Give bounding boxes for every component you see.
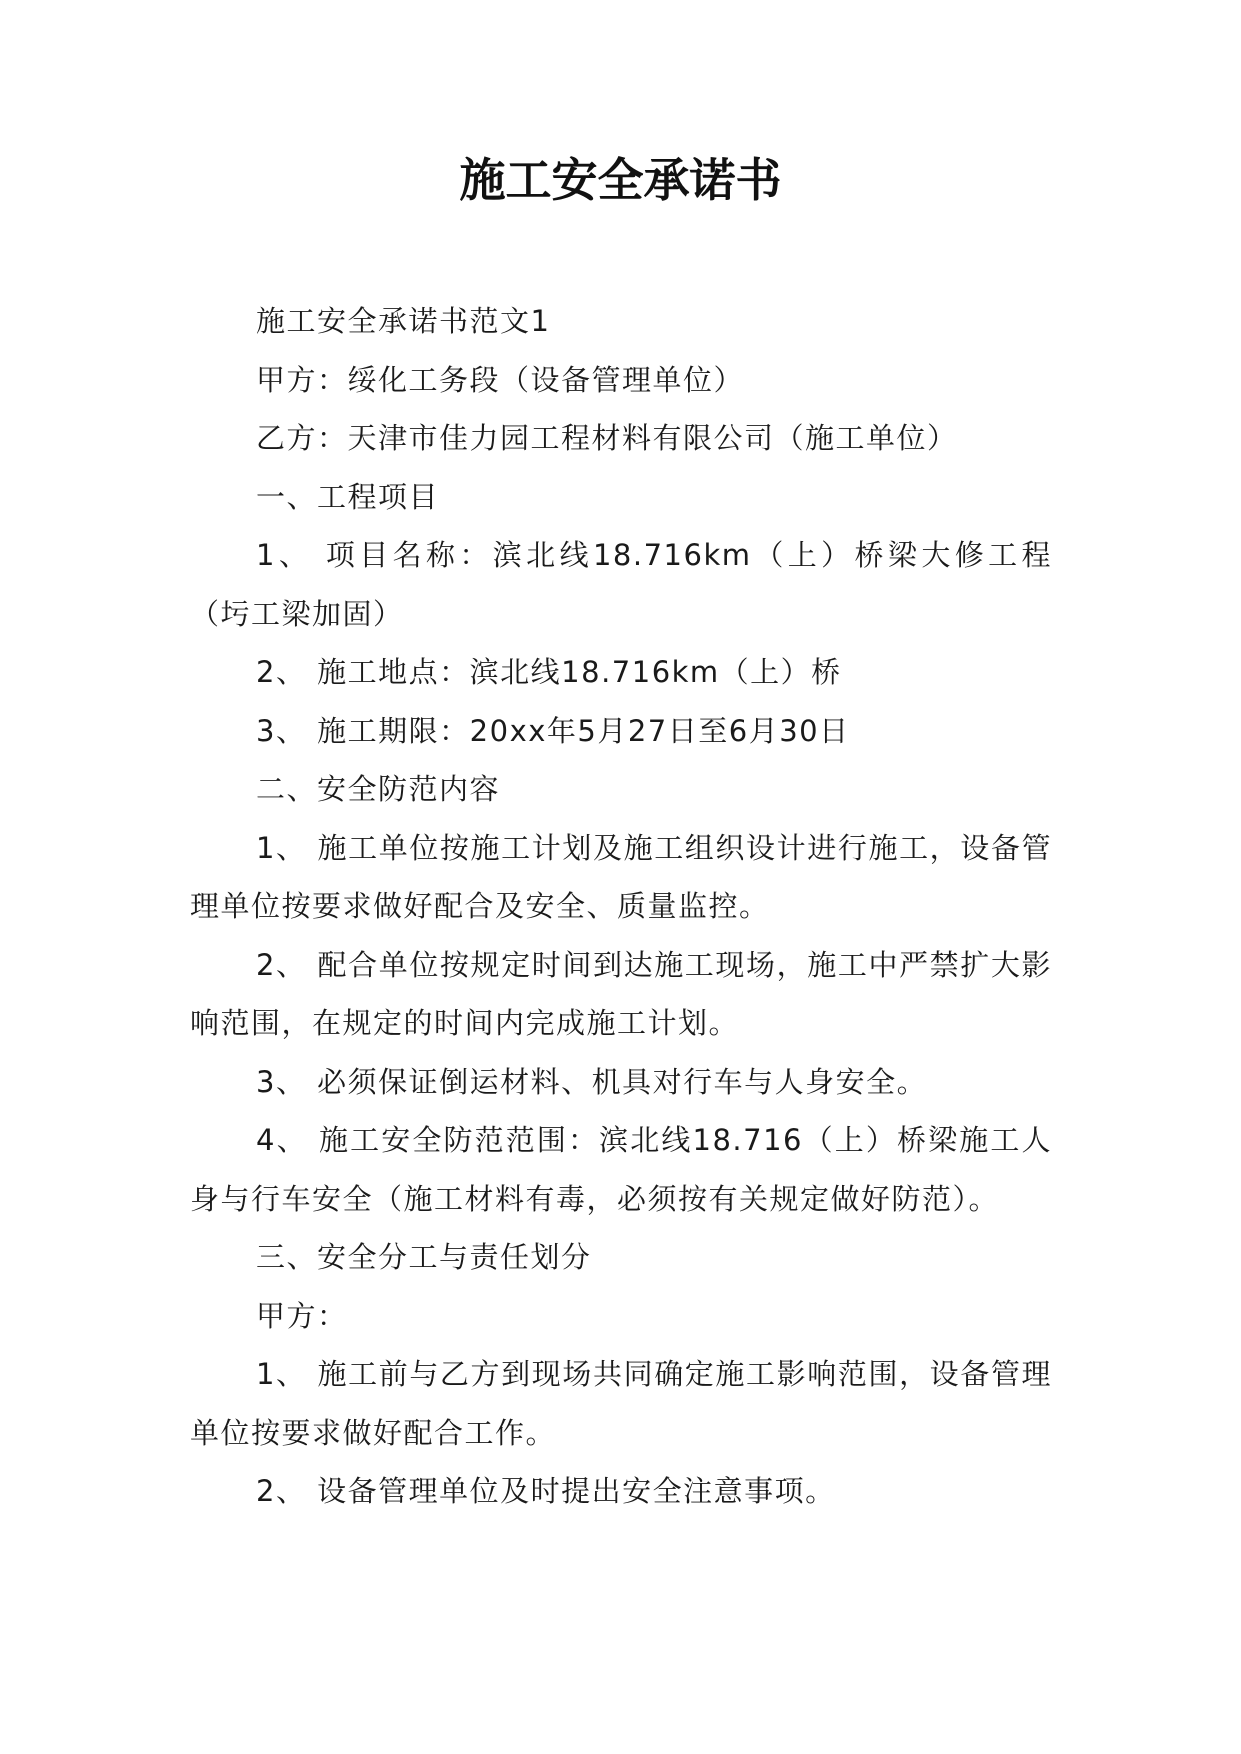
document-body bbox=[190, 292, 1052, 1521]
paragraph-safety-1: 1、 施工单位按施工计划及施工组织设计进行施工，设备管理单位按要求做好配合及安全、质量监控。 bbox=[190, 830, 1052, 923]
paragraph-heading-sample: 施工安全承诺书范文1 bbox=[256, 304, 551, 338]
paragraph-party-a-label: 甲方： bbox=[256, 1298, 348, 1333]
paragraph-party-a-duty-1: 1、 施工前与乙方到现场共同确定施工影响范围，设备管理单位按要求做好配合工作。 bbox=[190, 1357, 1052, 1450]
paragraph-party-a-duty-2: 2、 设备管理单位及时提出安全注意事项。 bbox=[256, 1474, 836, 1508]
paragraph-safety-2: 2、 配合单位按规定时间到达施工现场，施工中严禁扩大影响范围，在规定的时间内完成施工计划。 bbox=[190, 947, 1052, 1040]
paragraph-project-period: 3、 施工期限：20xx年5月27日至6月30日 bbox=[256, 713, 850, 748]
paragraph-safety-3: 3、 必须保证倒运材料、机具对行车与人身安全。 bbox=[256, 1064, 928, 1099]
section-heading-responsibility: 三、安全分工与责任划分 bbox=[256, 1240, 592, 1274]
paragraph-project-name: 1、 项目名称：滨北线18.716km（上）桥梁大修工程（圬工梁加固） bbox=[190, 538, 1052, 631]
paragraph-safety-4: 4、 施工安全防范范围：滨北线18.716（上）桥梁施工人身与行车安全（施工材料有毒，必须按有关规定做好防范）。 bbox=[190, 1123, 1052, 1216]
paragraph-party-b: 乙方：天津市佳力园工程材料有限公司（施工单位） bbox=[256, 421, 958, 455]
paragraph-project-location: 2、 施工地点：滨北线18.716km（上）桥 bbox=[256, 655, 842, 689]
paragraph-party-a: 甲方：绥化工务段（设备管理单位） bbox=[256, 362, 745, 397]
section-heading-safety: 二、安全防范内容 bbox=[256, 772, 501, 806]
document-title: 施工安全承诺书 bbox=[459, 153, 782, 207]
section-heading-project: 一、工程项目 bbox=[256, 479, 440, 514]
